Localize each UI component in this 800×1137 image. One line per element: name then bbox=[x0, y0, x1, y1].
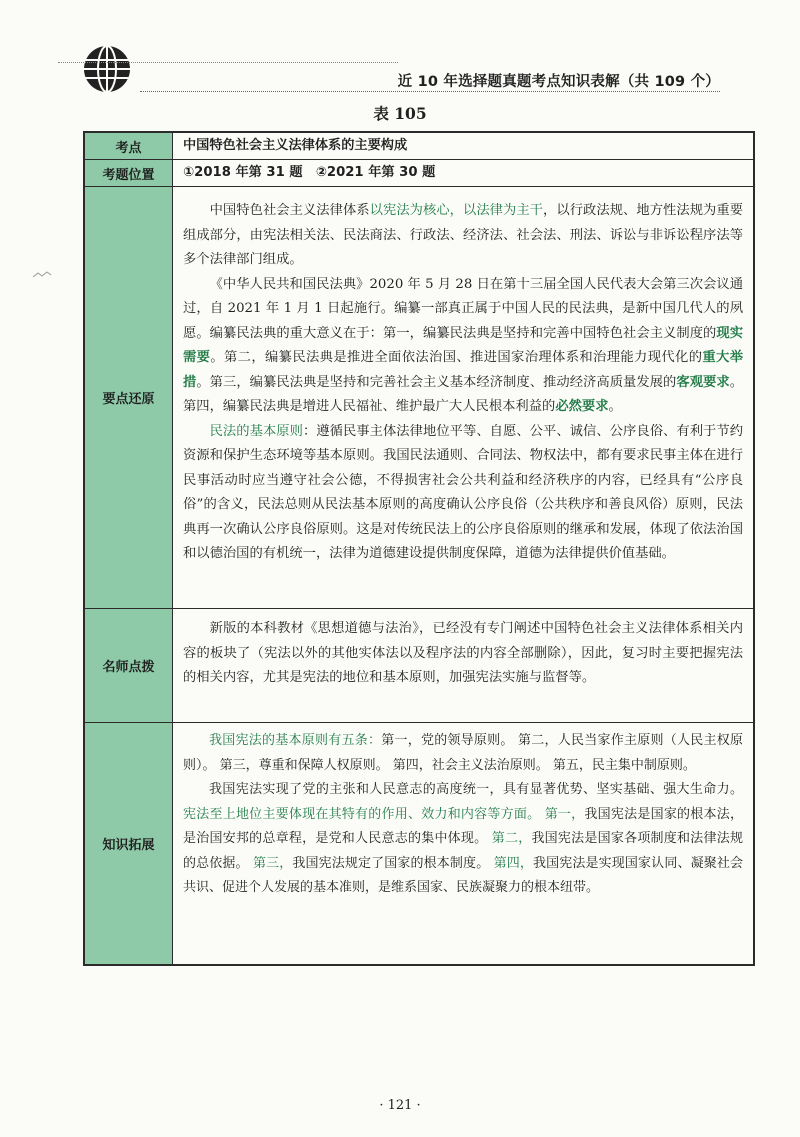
tips-paragraph: 新版的本科教材《思想道德与法治》，已经没有专门阐述中国特色社会主义法律体系相关内容的板块了（宪法以外的其他实体法以及程序法的内容全部删除），因此，复习时主要把握宪法的相关内容，尤其是宪法的地位和基本原则，加强宪法实施与监督等。 bbox=[183, 621, 743, 685]
label-tips: 名师点拨 bbox=[85, 609, 173, 722]
label-extension: 知识拓展 bbox=[85, 723, 173, 964]
value-review bbox=[173, 187, 753, 608]
highlight-text: 现实需要 bbox=[183, 325, 744, 365]
value-topic: 中国特色社会主义法律体系的主要构成 bbox=[183, 137, 408, 153]
value-tips bbox=[173, 609, 753, 722]
highlight-text: 以宪法为核心，以法律为主干 bbox=[369, 203, 544, 218]
highlight-text: 第二， bbox=[491, 831, 532, 846]
label-position: 考题位置 bbox=[85, 160, 173, 186]
row-position bbox=[85, 160, 753, 187]
row-tips bbox=[85, 609, 753, 723]
value-extension bbox=[173, 723, 753, 964]
page-number: · 121 · bbox=[379, 1098, 421, 1113]
row-topic bbox=[85, 133, 753, 160]
highlight-text: 第四， bbox=[493, 855, 533, 871]
highlight-text: 宪法至上地位主要体现在其特有的作用、效力和内容等方面。 第一， bbox=[183, 806, 585, 822]
extension-paragraph-1: 我国宪法的基本原则有五条：第一，党的领导原则。 第二，人民当家作主原则（人民主权原则）。 第三，尊重和保障人权原则。 第四，社会主义法治原则。 第五，民主集中制原则。 bbox=[183, 733, 743, 773]
highlight-text: 民法的基本原则 bbox=[209, 423, 303, 439]
header-divider-top bbox=[58, 62, 398, 63]
label-review: 要点还原 bbox=[85, 187, 173, 608]
highlight-text: 客观要求 bbox=[676, 374, 730, 390]
knowledge-table bbox=[83, 131, 755, 966]
margin-mark bbox=[32, 270, 52, 280]
extension-paragraph-2: 我国宪法实现了党的主张和人民意志的高度统一，具有显著优势、坚实基础、强大生命力。 宪法至上地位主要体现在其特有的作用、效力和内容等方面。 第一，我国宪法是国家的根本法，是治国安邦的总章程，是党和人民意志的集中体现。 第二，我国宪法是国家各项制度和法律法规的总依据。 第三，我国宪法规定了国家的根本制度。 第四，我国宪法是实现国家认同、凝聚社会共识、促进个人发展的基本准则，是维系国家、民族凝聚力的根本纽带。 bbox=[183, 782, 743, 895]
review-paragraph-2: 《中华人民共和国民法典》2020 年 5 月 28 日在第十三届全国人民代表大会第三次会议通过，自 2021 年 1 月 1 日起施行。编纂一部真正属于中国人民的民法典，是新中国几代人的夙愿。编纂民法典的重大意义在于：第一，编纂民法典是坚持和完善中国特色社会主义制度的现实需要。第二，编纂民法典是推进全面依法治国、推进国家治理体系和治理能力现代化的重大举措。第三，编纂民法典是坚持和完善社会主义基本经济制度、推动经济高质量发展的客观要求。第四，编纂民法典是增进人民福祉、维护最广大人民根本利益的必然要求。 bbox=[183, 276, 744, 414]
table-caption: 表 105 bbox=[373, 104, 427, 123]
value-position: ①2018 年第 31 题 ②2021 年第 30 题 bbox=[183, 164, 436, 180]
row-review bbox=[85, 187, 753, 609]
highlight-text: 必然要求 bbox=[555, 399, 609, 414]
highlight-text: 我国宪法的基本原则有五条： bbox=[209, 733, 382, 748]
review-paragraph-3: 民法的基本原则：遵循民事主体法律地位平等、自愿、公平、诚信、公序良俗、有利于节约资源和保护生态环境等基本原则。我国民法通则、合同法、物权法中，都有要求民事主体在进行民事活动时应当遵守社会公德，不得损害社会公共利益和经济秩序的内容，已经具有“公序良俗”的含义，民法总则从民法基本原则的高度确认公序良俗（公共秩序和善良风俗）原则，民法典再一次确认公序良俗原则。这是对传统民法上的公序良俗原则的继承和发展，体现了依法治国和以德治国的有机统一，法律为道德建设提供制度保障，道德为法律提供价值基础。 bbox=[183, 423, 744, 561]
highlight-text: 第三， bbox=[252, 855, 293, 871]
header-divider-bottom bbox=[140, 91, 720, 92]
label-topic: 考点 bbox=[85, 133, 173, 159]
row-extension bbox=[85, 723, 753, 964]
review-paragraph-1: 中国特色社会主义法律体系以宪法为核心，以法律为主干，以行政法规、地方性法规为重要组成部分，由宪法相关法、民法商法、行政法、经济法、社会法、刑法、诉讼与非诉讼程序法等多个法律部门组成。 bbox=[183, 203, 744, 267]
globe-icon bbox=[82, 44, 132, 94]
highlight-text: 重大举措 bbox=[183, 350, 744, 390]
header-title: 近 10 年选择题真题考点知识表解（共 109 个） bbox=[397, 74, 720, 90]
